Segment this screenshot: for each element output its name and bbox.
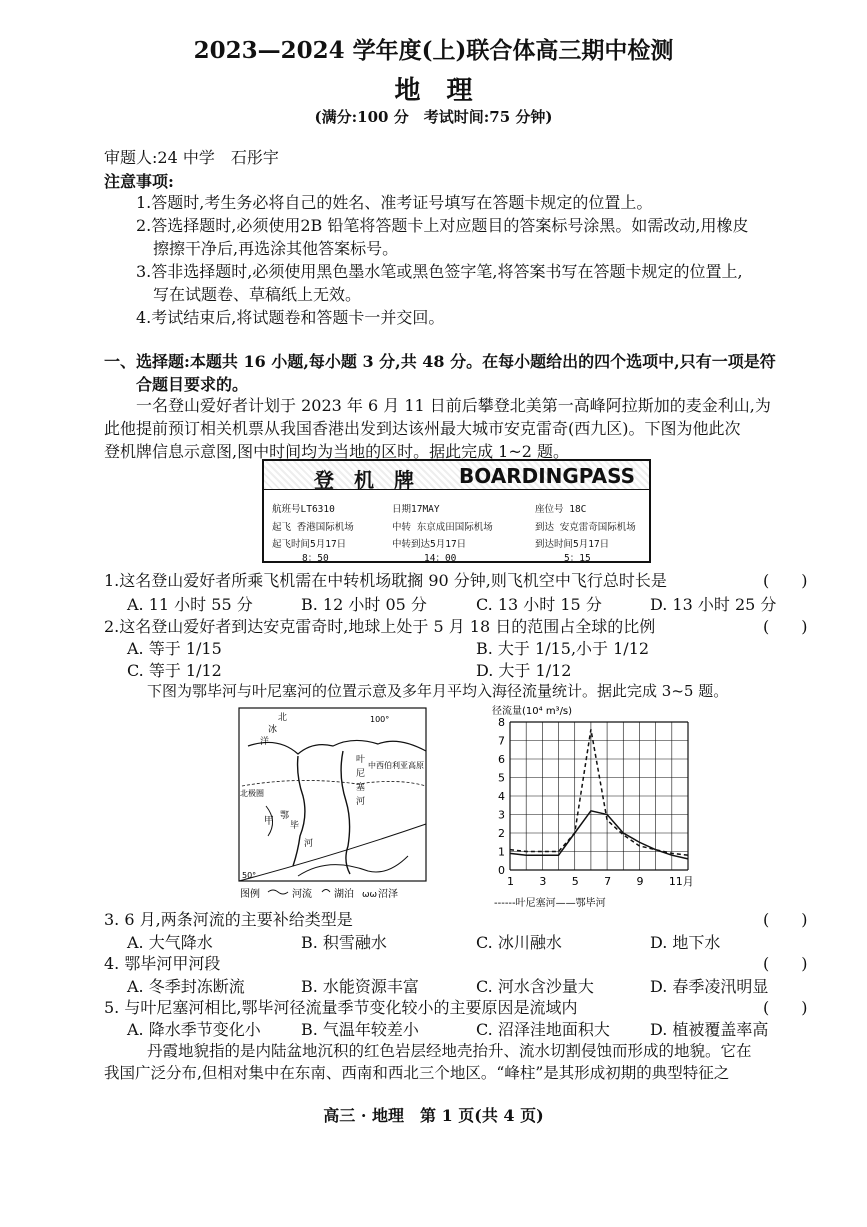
flight-date: 日期17MAY <box>392 504 440 515</box>
chart-legend: ------叶尼塞河——鄂毕河 <box>494 898 606 909</box>
reviewer: 审题人:24 中学 石彤宇 <box>104 148 279 167</box>
boarding-pass-header <box>264 461 649 490</box>
q5-option-d: D. 植被覆盖率高 <box>650 1020 769 1039</box>
transfer-airport: 中转 东京成田国际机场 <box>392 522 493 533</box>
map-label: 50° <box>242 871 257 880</box>
boarding-pass-figure <box>262 459 651 563</box>
map-label: 冰 <box>268 725 278 735</box>
chart-y-axis-label: 径流量(10⁴ m³/s) <box>492 706 573 717</box>
question-1-answer-paren: ( ) <box>763 571 808 590</box>
chart-x-tick-label: 3 <box>539 875 547 888</box>
q4-option-c: C. 河水含沙量大 <box>476 977 594 996</box>
section-heading: 一、选择题:本题共 16 小题,每小题 3 分,共 48 分。在每小题给出的四个选项中,只有一项是符 <box>104 352 776 371</box>
q4-option-a: A. 冬季封冻断流 <box>127 977 245 996</box>
note-item: 2.答选择题时,必须使用2B 铅笔将答题卡上对应题目的答案标号涂黑。如需改动,用橡皮 <box>136 216 749 235</box>
q5-option-c: C. 沼泽洼地面积大 <box>476 1020 610 1039</box>
score-info: (满分:100 分 考试时间:75 分钟) <box>314 108 553 126</box>
q1-option-c: C. 13 小时 15 分 <box>476 595 602 614</box>
passage-intro-q3-5: 下图为鄂毕河与叶尼塞河的位置示意及多年月平均入海径流量统计。据此完成 3~5 题。 <box>147 682 729 700</box>
chart-x-tick-label: 9 <box>636 875 644 888</box>
q4-option-b: B. 水能资源丰富 <box>301 977 419 996</box>
depart-airport: 起飞 香港国际机场 <box>272 522 354 533</box>
passage-line: 此他提前预订相关机票从我国香港出发到达该州最大城市安克雷奇(西九区)。下图为他此次 <box>104 419 741 438</box>
q5-option-b: B. 气温年较差小 <box>301 1020 419 1039</box>
transfer-time: 14：00 <box>424 553 457 564</box>
question-2-answer-paren: ( ) <box>763 617 808 636</box>
page-footer: 高三 · 地理 第 1 页(共 4 页) <box>323 1106 544 1125</box>
passage-line: 我国广泛分布,但相对集中在东南、西南和西北三个地区。“峰柱”是其形成初期的典型特征之 <box>104 1064 730 1082</box>
note-item: 写在试题卷、草稿纸上无效。 <box>153 285 362 304</box>
chart-y-tick-label: 6 <box>498 753 505 766</box>
question-3-stem: 3. 6 月,两条河流的主要补给类型是 <box>104 910 353 929</box>
subject-title: 地理 <box>394 76 499 106</box>
q1-option-a: A. 11 小时 55 分 <box>127 595 253 614</box>
chart-y-tick-label: 4 <box>498 790 505 803</box>
chart-x-tick-label: 11月 <box>668 875 694 888</box>
question-4-answer-paren: ( ) <box>763 954 808 973</box>
q2-option-c: C. 等于 1/12 <box>127 661 222 680</box>
question-4-stem: 4. 鄂毕河甲河段 <box>104 954 221 973</box>
q3-option-a: A. 大气降水 <box>127 933 213 952</box>
chart-series-group <box>510 729 688 859</box>
chart-x-ticks <box>507 875 694 888</box>
flight-number: 航班号LT6310 <box>272 504 335 515</box>
chart-y-tick-label: 5 <box>498 771 505 785</box>
q3-option-c: C. 冰川融水 <box>476 933 562 952</box>
q1-option-d: D. 13 小时 25 分 <box>650 595 777 614</box>
q3-option-b: B. 积雪融水 <box>301 933 387 952</box>
map-label: 洋 <box>260 737 270 747</box>
map-label: 100° <box>370 715 390 724</box>
chart-y-tick-label: 1 <box>498 845 505 859</box>
chart-x-tick-label: 7 <box>604 875 612 888</box>
question-2-stem: 2.这名登山爱好者到达安克雷奇时,地球上处于 5 月 18 日的范围占全球的比例 <box>104 617 656 636</box>
note-item: 4.考试结束后,将试题卷和答题卡一并交回。 <box>136 308 445 327</box>
map-label: 尼 <box>356 769 366 779</box>
depart-time-label: 起飞时间5月17日 <box>272 539 347 550</box>
note-item: 3.答非选择题时,必须使用黑色墨水笔或黑色签字笔,将答案书写在答题卡规定的位置上, <box>136 262 743 281</box>
legend-item: 湖泊 <box>334 889 354 900</box>
legend-lake-icon <box>322 890 330 893</box>
seat-number: 座位号 18C <box>535 504 587 515</box>
q2-option-a: A. 等于 1/15 <box>127 639 222 658</box>
boarding-pass-title-en: BOARDINGPASS <box>459 464 635 488</box>
notes-heading: 注意事项: <box>104 172 174 191</box>
question-1-stem: 1.这名登山爱好者所乘飞机需在中转机场耽搁 90 分钟,则飞机空中飞行总时长是 <box>104 571 667 590</box>
q1-option-b: B. 12 小时 05 分 <box>301 595 427 614</box>
chart-y-tick-label: 0 <box>498 864 505 877</box>
q2-option-b: B. 大于 1/15,小于 1/12 <box>476 639 650 658</box>
arrive-airport: 到达 安克雷奇国际机场 <box>535 522 636 533</box>
transfer-time-label: 中转到达5月17日 <box>392 539 467 550</box>
chart-y-tick-label: 8 <box>498 716 505 729</box>
arrive-time-label: 到达时间5月17日 <box>535 539 610 550</box>
chart-y-tick-label: 2 <box>498 827 505 840</box>
map-label: 塞 <box>356 783 366 793</box>
map-label: 鄂 <box>280 811 290 821</box>
map-label: 中西伯利亚高原 <box>368 761 424 770</box>
legend-item: 沼泽 <box>378 889 398 900</box>
chart-y-ticks <box>498 716 505 877</box>
map-label: 叶 <box>356 755 366 765</box>
legend-river-icon <box>268 890 288 894</box>
depart-time: 8：50 <box>302 553 329 564</box>
map-label: 北极圈 <box>240 789 264 798</box>
map-legend-title: 图例 <box>240 889 260 900</box>
q3-option-d: D. 地下水 <box>650 933 721 952</box>
section-heading-cont: 合题目要求的。 <box>136 375 249 394</box>
runoff-chart <box>492 700 704 910</box>
passage-line: 登机牌信息示意图,图中时间均为当地的区时。据此完成 1~2 题。 <box>104 442 570 461</box>
q2-option-d: D. 大于 1/12 <box>476 661 572 680</box>
chart-y-tick-label: 3 <box>498 808 505 822</box>
note-item: 擦擦干净后,再选涂其他答案标号。 <box>153 239 399 258</box>
question-5-answer-paren: ( ) <box>763 998 808 1017</box>
arrive-time: 5：15 <box>564 553 591 564</box>
chart-x-tick-label: 5 <box>571 875 579 888</box>
chart-grid <box>510 722 688 870</box>
q5-option-a: A. 降水季节变化小 <box>127 1020 261 1039</box>
boarding-pass-title-cn: 登 机 牌 <box>314 468 414 492</box>
note-item: 1.答题时,考生务必将自己的姓名、准考证号填写在答题卡规定的位置上。 <box>136 193 653 212</box>
legend-swamp-icon: ωω <box>362 890 378 900</box>
map-label: 甲 <box>264 816 274 827</box>
map-label: 北 <box>278 713 288 723</box>
river-location-map <box>238 706 428 902</box>
chart-x-tick-label: 1 <box>507 875 514 888</box>
passage-line: 一名登山爱好者计划于 2023 年 6 月 11 日前后攀登北美第一高峰阿拉斯加的麦金利山,为 <box>136 396 771 415</box>
question-5-stem: 5. 与叶尼塞河相比,鄂毕河径流量季节变化较小的主要原因是流域内 <box>104 998 578 1017</box>
map-label: 河 <box>304 839 314 849</box>
map-label: 河 <box>356 797 366 807</box>
question-3-answer-paren: ( ) <box>763 910 808 929</box>
passage-line: 丹霞地貌指的是内陆盆地沉积的红色岩层经地壳抬升、流水切割侵蚀而形成的地貌。它在 <box>147 1042 752 1060</box>
exam-title: 2023—2024 学年度(上)联合体高三期中检测 <box>193 37 674 64</box>
chart-series-line <box>510 729 688 855</box>
q4-option-d: D. 春季凌汛明显 <box>650 977 769 996</box>
chart-y-tick-label: 7 <box>498 734 505 748</box>
legend-item: 河流 <box>292 889 312 900</box>
map-label: 毕 <box>290 821 300 831</box>
